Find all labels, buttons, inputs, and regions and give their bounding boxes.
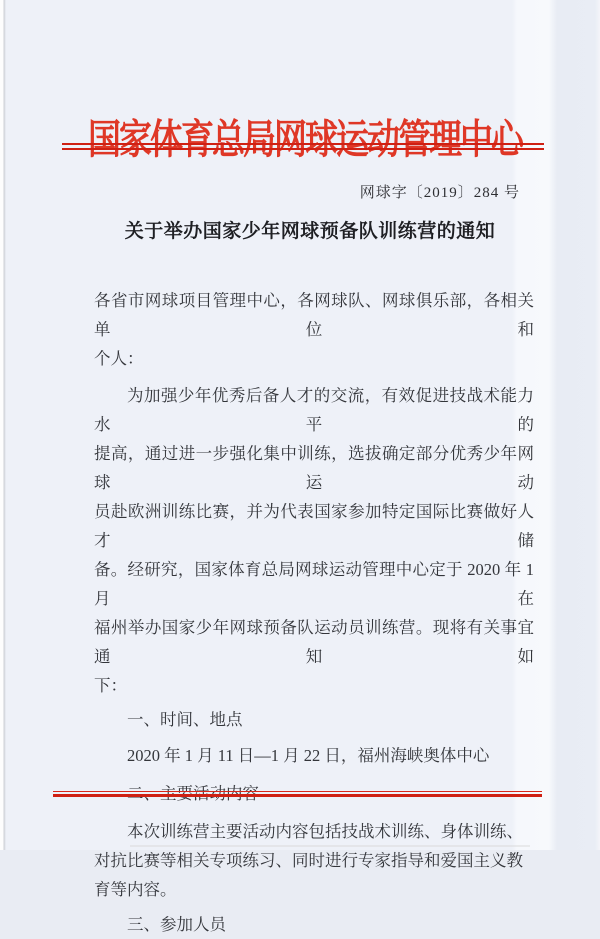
- intro-paragraph-line: 下：: [94, 676, 127, 695]
- intro-paragraph-line: 为加强少年优秀后备人才的交流，有效促进技战术能力水平的: [94, 386, 534, 434]
- section2-paragraph-line: 对抗比赛等相关专项练习、同时进行专家指导和爱国主义教: [94, 851, 523, 870]
- salutation-line: 各省市网球项目管理中心，各网球队、网球俱乐部，各相关单位和: [94, 291, 534, 339]
- notice-title: 关于举办国家少年网球预备队训练营的通知: [124, 221, 496, 242]
- letterhead-org-name: 国家体育总局网球运动管理中心: [88, 119, 522, 164]
- section2-heading: 二、主要活动内容: [127, 784, 259, 803]
- section2-paragraph-line: 育等内容。: [94, 880, 177, 899]
- intro-paragraph-line: 福州举办国家少年网球预备队运动员训练营。现将有关事宜通知如: [94, 618, 534, 666]
- letterhead-divider-rule: [62, 143, 544, 150]
- document-number: 网球字〔2019〕284 号: [359, 185, 520, 201]
- salutation-line: 个人：: [94, 349, 144, 368]
- section2-paragraph-line: 本次训练营主要活动内容包括技战术训练、身体训练、: [127, 822, 523, 841]
- notice-body: [94, 286, 534, 939]
- footer-divider-rule: [53, 791, 542, 797]
- intro-paragraph-line: 备。经研究，国家体育总局网球运动管理中心定于 2020 年 1 月在: [94, 560, 534, 608]
- scan-bottom-edge: [130, 845, 530, 847]
- section1-content: 2020 年 1 月 11 日—1 月 22 日，福州海峡奥体中心: [127, 746, 490, 765]
- section3-heading: 三、参加人员: [127, 915, 226, 934]
- intro-paragraph-line: 提高，通过进一步强化集中训练，选拔确定部分优秀少年网球运动: [94, 444, 534, 492]
- section1-heading: 一、时间、地点: [127, 710, 243, 729]
- intro-paragraph-line: 员赴欧洲训练比赛，并为代表国家参加特定国际比赛做好人才储: [94, 502, 534, 550]
